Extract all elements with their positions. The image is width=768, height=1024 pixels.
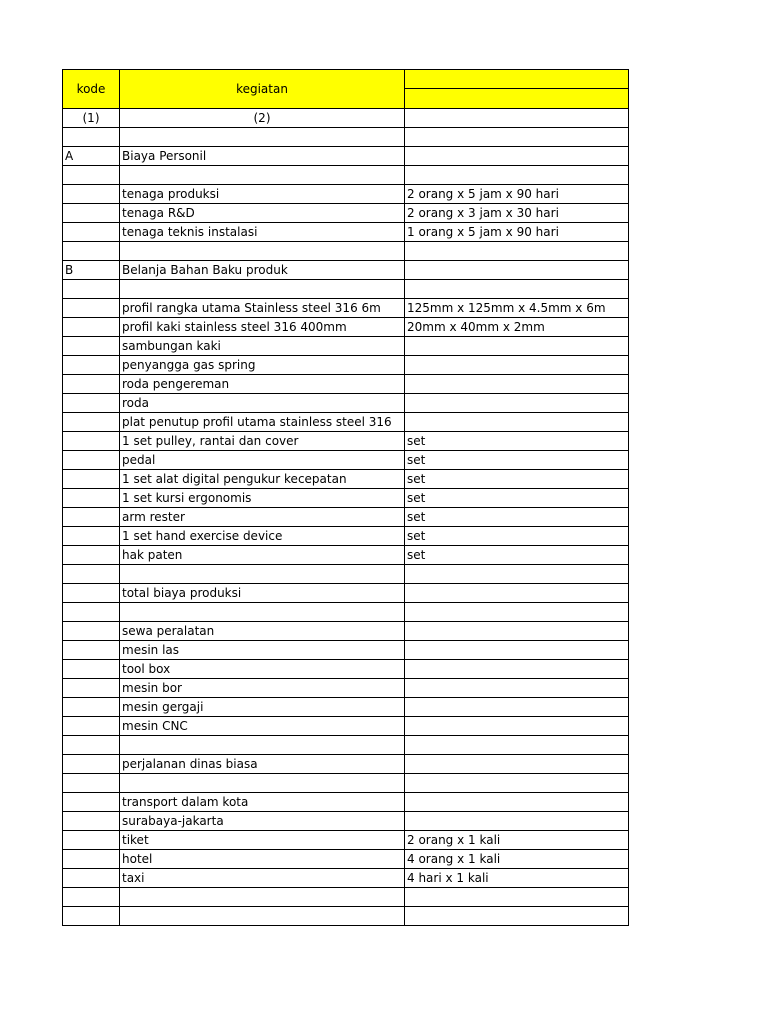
- cell-kegiatan: transport dalam kota: [120, 793, 405, 812]
- table-row: [63, 907, 629, 926]
- cell-kode: [63, 299, 120, 318]
- table-row: [63, 527, 629, 546]
- table-row: [63, 755, 629, 774]
- cell-kode: [63, 774, 120, 793]
- table-row: [63, 812, 629, 831]
- cell-kegiatan: [120, 774, 405, 793]
- cell-kode: [63, 622, 120, 641]
- cell-kegiatan: [120, 736, 405, 755]
- cell-kode: [63, 375, 120, 394]
- header-kode: kode: [63, 70, 120, 109]
- cell-kegiatan: [120, 565, 405, 584]
- cell-keterangan: set: [405, 489, 629, 508]
- cell-kode: [63, 907, 120, 926]
- cell-kode: [63, 413, 120, 432]
- cell-kode: [63, 166, 120, 185]
- cell-keterangan: set: [405, 470, 629, 489]
- header-row: [63, 70, 629, 109]
- cell-kegiatan: Biaya Personil: [120, 147, 405, 166]
- cell-kode: [63, 128, 120, 147]
- cell-keterangan: 2 orang x 3 jam x 30 hari: [405, 204, 629, 223]
- numbering-col2: (2): [120, 109, 405, 128]
- cell-kode: [63, 641, 120, 660]
- table-row: [63, 375, 629, 394]
- cell-keterangan: 2 orang x 5 jam x 90 hari: [405, 185, 629, 204]
- cell-keterangan: [405, 622, 629, 641]
- cell-keterangan: set: [405, 546, 629, 565]
- cell-kegiatan: 1 set alat digital pengukur kecepatan: [120, 470, 405, 489]
- cell-keterangan: [405, 584, 629, 603]
- cell-keterangan: [405, 242, 629, 261]
- cell-kode: [63, 394, 120, 413]
- cell-kegiatan: Belanja Bahan Baku produk: [120, 261, 405, 280]
- cell-kegiatan: 1 set hand exercise device: [120, 527, 405, 546]
- table-row: [63, 679, 629, 698]
- table-row: [63, 508, 629, 527]
- cell-kegiatan: perjalanan dinas biasa: [120, 755, 405, 774]
- cell-kegiatan: tiket: [120, 831, 405, 850]
- cell-keterangan: [405, 147, 629, 166]
- cell-keterangan: [405, 128, 629, 147]
- numbering-row: [63, 109, 629, 128]
- table-row: [63, 774, 629, 793]
- cell-keterangan: 4 orang x 1 kali: [405, 850, 629, 869]
- table-row: [63, 166, 629, 185]
- table-row: [63, 261, 629, 280]
- cell-keterangan: [405, 736, 629, 755]
- cell-kode: [63, 850, 120, 869]
- cell-kode: [63, 831, 120, 850]
- header-kegiatan: kegiatan: [120, 70, 405, 109]
- cell-kegiatan: penyangga gas spring: [120, 356, 405, 375]
- table-row: [63, 394, 629, 413]
- cell-kegiatan: [120, 907, 405, 926]
- cell-keterangan: [405, 280, 629, 299]
- table-row: [63, 622, 629, 641]
- table-row: [63, 318, 629, 337]
- cell-kegiatan: tool box: [120, 660, 405, 679]
- table-row: [63, 128, 629, 147]
- cell-keterangan: set: [405, 432, 629, 451]
- cell-kode: [63, 660, 120, 679]
- cell-kegiatan: [120, 166, 405, 185]
- cell-keterangan: [405, 375, 629, 394]
- cell-kode: [63, 356, 120, 375]
- cell-keterangan: 125mm x 125mm x 4.5mm x 6m: [405, 299, 629, 318]
- cell-kegiatan: roda: [120, 394, 405, 413]
- cell-kegiatan: hak paten: [120, 546, 405, 565]
- cell-kode: [63, 242, 120, 261]
- numbering-col1: (1): [63, 109, 120, 128]
- cell-keterangan: [405, 565, 629, 584]
- budget-table: [62, 69, 629, 926]
- cell-keterangan: [405, 717, 629, 736]
- table-row: [63, 242, 629, 261]
- cell-keterangan: [405, 812, 629, 831]
- table-row: [63, 413, 629, 432]
- cell-keterangan: [405, 755, 629, 774]
- table-row: [63, 356, 629, 375]
- cell-kegiatan: sewa peralatan: [120, 622, 405, 641]
- table-row: [63, 584, 629, 603]
- cell-keterangan: [405, 660, 629, 679]
- cell-kegiatan: mesin bor: [120, 679, 405, 698]
- cell-kegiatan: mesin las: [120, 641, 405, 660]
- table-row: [63, 147, 629, 166]
- cell-keterangan: [405, 679, 629, 698]
- cell-kegiatan: [120, 242, 405, 261]
- cell-keterangan: 2 orang x 1 kali: [405, 831, 629, 850]
- cell-kode: [63, 679, 120, 698]
- table-row: [63, 888, 629, 907]
- cell-keterangan: [405, 337, 629, 356]
- cell-kode: [63, 793, 120, 812]
- cell-kode: [63, 185, 120, 204]
- table-row: [63, 299, 629, 318]
- cell-keterangan: 1 orang x 5 jam x 90 hari: [405, 223, 629, 242]
- table-row: [63, 660, 629, 679]
- table-row: [63, 717, 629, 736]
- cell-keterangan: set: [405, 527, 629, 546]
- cell-kegiatan: pedal: [120, 451, 405, 470]
- cell-kode: [63, 337, 120, 356]
- table-row: [63, 337, 629, 356]
- table-row: [63, 850, 629, 869]
- cell-kegiatan: 1 set kursi ergonomis: [120, 489, 405, 508]
- cell-keterangan: [405, 698, 629, 717]
- table-row: [63, 280, 629, 299]
- cell-kegiatan: tenaga produksi: [120, 185, 405, 204]
- cell-kode: [63, 223, 120, 242]
- cell-kegiatan: roda pengereman: [120, 375, 405, 394]
- table-row: [63, 603, 629, 622]
- table-row: [63, 831, 629, 850]
- header-col3-top: [405, 70, 628, 89]
- cell-kode: [63, 527, 120, 546]
- cell-keterangan: [405, 888, 629, 907]
- cell-kegiatan: tenaga teknis instalasi: [120, 223, 405, 242]
- cell-keterangan: [405, 774, 629, 793]
- cell-kegiatan: hotel: [120, 850, 405, 869]
- table-row: [63, 223, 629, 242]
- cell-kegiatan: sambungan kaki: [120, 337, 405, 356]
- table-row: [63, 793, 629, 812]
- table-row: [63, 698, 629, 717]
- table-row: [63, 641, 629, 660]
- cell-kegiatan: total biaya produksi: [120, 584, 405, 603]
- cell-kode: A: [63, 147, 120, 166]
- cell-kode: [63, 204, 120, 223]
- cell-kegiatan: 1 set pulley, rantai dan cover: [120, 432, 405, 451]
- cell-kode: [63, 432, 120, 451]
- cell-keterangan: 4 hari x 1 kali: [405, 869, 629, 888]
- cell-kode: [63, 812, 120, 831]
- cell-kode: [63, 736, 120, 755]
- table-row: [63, 489, 629, 508]
- cell-kode: [63, 280, 120, 299]
- cell-kegiatan: mesin gergaji: [120, 698, 405, 717]
- table-row: [63, 736, 629, 755]
- table-row: [63, 185, 629, 204]
- cell-kode: [63, 565, 120, 584]
- cell-keterangan: [405, 907, 629, 926]
- header-col3-bottom: [405, 89, 628, 108]
- cell-kode: [63, 451, 120, 470]
- cell-keterangan: [405, 641, 629, 660]
- cell-keterangan: [405, 261, 629, 280]
- table-row: [63, 565, 629, 584]
- cell-kode: [63, 755, 120, 774]
- cell-kegiatan: [120, 603, 405, 622]
- cell-kegiatan: surabaya-jakarta: [120, 812, 405, 831]
- cell-kegiatan: [120, 280, 405, 299]
- table-row: [63, 432, 629, 451]
- cell-kode: [63, 717, 120, 736]
- cell-kode: B: [63, 261, 120, 280]
- cell-kegiatan: [120, 888, 405, 907]
- cell-kegiatan: mesin CNC: [120, 717, 405, 736]
- cell-kode: [63, 584, 120, 603]
- table-row: [63, 204, 629, 223]
- cell-keterangan: [405, 793, 629, 812]
- cell-keterangan: [405, 603, 629, 622]
- table-row: [63, 546, 629, 565]
- cell-kode: [63, 489, 120, 508]
- cell-keterangan: set: [405, 451, 629, 470]
- table-row: [63, 451, 629, 470]
- cell-keterangan: [405, 413, 629, 432]
- cell-keterangan: [405, 356, 629, 375]
- header-col3: [405, 70, 629, 109]
- numbering-col3: [405, 109, 629, 128]
- cell-kegiatan: tenaga R&D: [120, 204, 405, 223]
- cell-kegiatan: taxi: [120, 869, 405, 888]
- cell-kode: [63, 603, 120, 622]
- cell-keterangan: [405, 166, 629, 185]
- cell-kegiatan: plat penutup profil utama stainless steel 316: [120, 413, 405, 432]
- cell-keterangan: 20mm x 40mm x 2mm: [405, 318, 629, 337]
- cell-keterangan: set: [405, 508, 629, 527]
- cell-keterangan: [405, 394, 629, 413]
- cell-kode: [63, 869, 120, 888]
- cell-kegiatan: profil rangka utama Stainless steel 316 6m: [120, 299, 405, 318]
- table-row: [63, 470, 629, 489]
- cell-kegiatan: [120, 128, 405, 147]
- cell-kode: [63, 546, 120, 565]
- table-row: [63, 869, 629, 888]
- cell-kode: [63, 698, 120, 717]
- cell-kode: [63, 318, 120, 337]
- cell-kegiatan: profil kaki stainless steel 316 400mm: [120, 318, 405, 337]
- cell-kode: [63, 888, 120, 907]
- cell-kode: [63, 508, 120, 527]
- cell-kegiatan: arm rester: [120, 508, 405, 527]
- cell-kode: [63, 470, 120, 489]
